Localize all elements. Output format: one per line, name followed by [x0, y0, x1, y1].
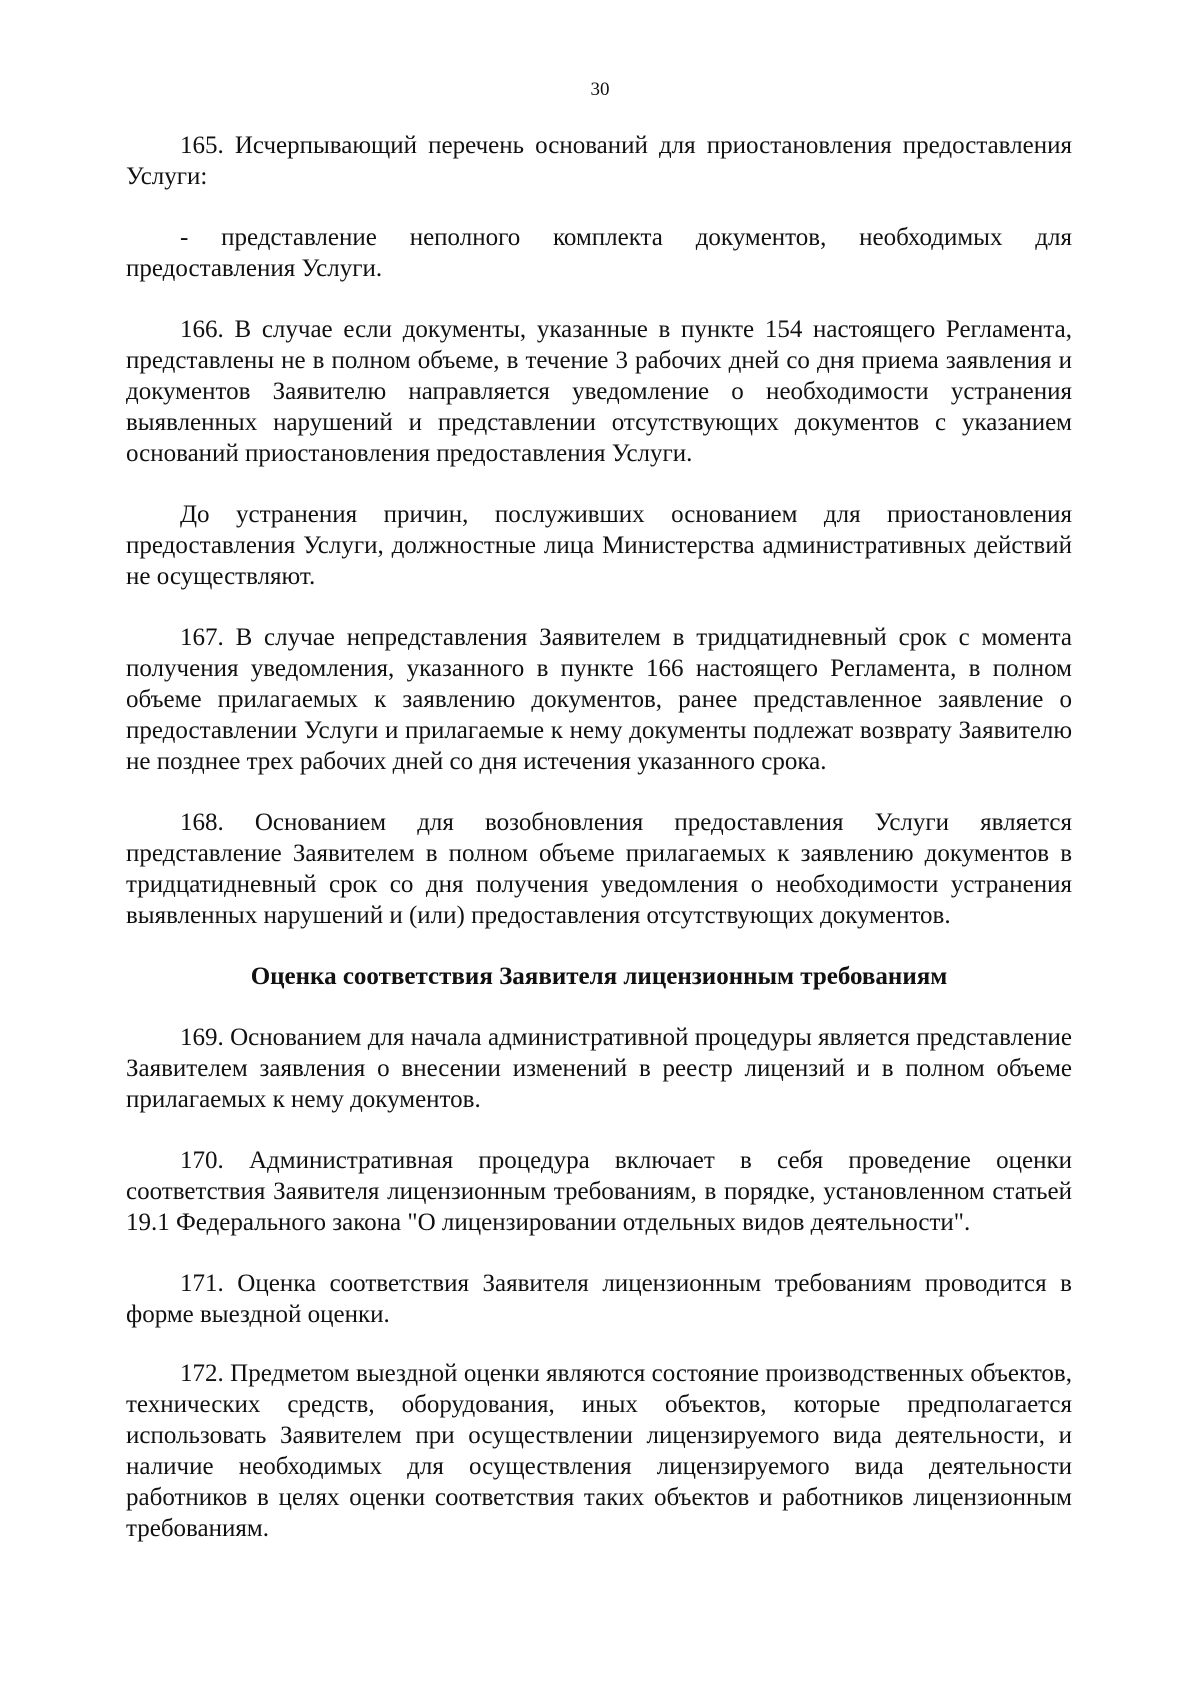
paragraph-170: 170. Административная процедура включает в себя проведение оценки соответствия Заявителя лицензионным требованиям, в порядке, установленном статьей 19.1 Федерального закона "О лицензировании отдельных видов деятельности". [126, 1147, 1072, 1236]
paragraph-166-continuation: До устранения причин, послуживших основанием для приостановления предоставления Услуги, должностные лица Министерства административных действий не осуществляют. [126, 501, 1072, 590]
section-heading: Оценка соответствия Заявителя лицензионным требованиям [250, 963, 948, 990]
paragraph-169: 169. Основанием для начала административной процедуры является представление Заявителем заявления о внесении изменений в реестр лицензий и в полном объеме прилагаемых к нему документов. [126, 1024, 1072, 1113]
paragraph-166: 166. В случае если документы, указанные в пункте 154 настоящего Регламента, представлены не в полном объеме, в течение 3 рабочих дней со дня приема заявления и документов Заявителю направляется уведомление о необходимости устранения выявленных нарушений и представлении отсутствующих документов с указанием оснований приостановления предоставления Услуги. [126, 316, 1072, 467]
paragraph-167: 167. В случае непредставления Заявителем в тридцатидневный срок с момента получения уведомления, указанного в пункте 166 настоящего Регламента, в полном объеме прилагаемых к заявлению документов, ранее представленное заявление о предоставлении Услуги и прилагаемые к нему документы подлежат возврату Заявителю не позднее трех рабочих дней со дня истечения указанного срока. [126, 624, 1072, 775]
paragraph-168: 168. Основанием для возобновления предоставления Услуги является представление Заявителем в полном объеме прилагаемых к заявлению документов в тридцатидневный срок со дня получения уведомления о необходимости устранения выявленных нарушений и (или) предоставления отсутствующих документов. [126, 809, 1072, 929]
paragraph-172: 172. Предметом выездной оценки являются состояние производственных объектов, технических средств, оборудования, иных объектов, которые предполагается использовать Заявителем при осуществлении лицензируемого вида деятельности, и наличие необходимых для осуществления лицензируемого вида деятельности работников в целях оценки соответствия таких объектов и работников лицензионным требованиям. [126, 1360, 1072, 1542]
paragraph-171: 171. Оценка соответствия Заявителя лицензионным требованиям проводится в форме выездной оценки. [126, 1270, 1072, 1328]
paragraph-165-item: - представление неполного комплекта документов, необходимых для предоставления Услуги. [126, 224, 1072, 282]
document-body [126, 130, 1072, 1574]
page-number: 30 [590, 79, 610, 100]
paragraph-165: 165. Исчерпывающий перечень оснований для приостановления предоставления Услуги: [126, 132, 1072, 190]
